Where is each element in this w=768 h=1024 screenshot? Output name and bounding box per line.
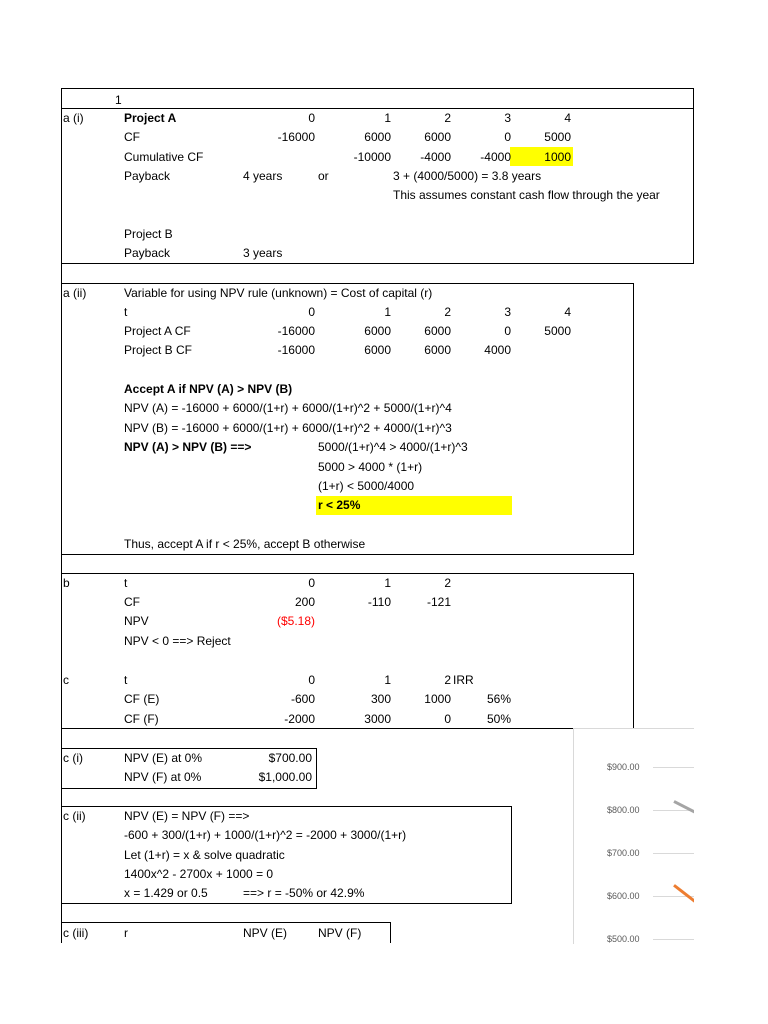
project-a-cf-label: Project A CF — [124, 324, 191, 338]
period: 0 — [308, 576, 315, 590]
npv-e-zero-value: $700.00 — [268, 751, 312, 765]
payback-label: Payback — [124, 246, 171, 260]
cumulative-value: -4000 — [420, 150, 451, 164]
npv-value: ($5.18) — [276, 614, 315, 628]
cf-e-value: -600 — [290, 692, 315, 706]
cumulative-cf-label: Cumulative CF — [124, 150, 204, 164]
payback-label: Payback — [124, 169, 171, 183]
npv-decision: NPV < 0 ==> Reject — [124, 634, 231, 648]
cf-value: 6000 — [364, 130, 391, 144]
cf-e-label: CF (E) — [124, 692, 160, 706]
a-cf-value: 5000 — [544, 324, 571, 338]
t-label: t — [124, 673, 128, 687]
or-text: or — [318, 169, 329, 183]
series-line-npv-e — [674, 801, 694, 814]
c-ii-line-2: -600 + 300/(1+r) + 1000/(1+r)^2 = -2000 + 3000/(1+r) — [124, 828, 407, 842]
t-label: t — [124, 305, 128, 319]
section-label-c-i: c (i) — [63, 751, 83, 765]
y-tick-label: $800.00 — [607, 805, 640, 815]
section-label-c: c — [63, 673, 69, 687]
c-ii-line-5-result: ==> r = -50% or 42.9% — [243, 886, 365, 900]
c-ii-line-5: x = 1.429 or 0.5 — [124, 886, 208, 900]
y-tick-label: $700.00 — [607, 848, 640, 858]
cf-label: CF — [124, 595, 140, 609]
npv-compare: NPV (A) > NPV (B) ==> — [124, 440, 252, 454]
period: 2 — [444, 673, 451, 687]
npv-f-zero-label: NPV (F) at 0% — [124, 770, 202, 784]
irr-e: 56% — [486, 692, 511, 706]
period: 1 — [384, 305, 391, 319]
conclusion: Thus, accept A if r < 25%, accept B otherwise — [124, 537, 366, 551]
project-a-title: Project A — [124, 111, 177, 125]
cf-value: -16000 — [277, 130, 315, 144]
rule — [390, 922, 391, 943]
assumption-note: This assumes constant cash flow through the year — [393, 188, 660, 202]
period: 2 — [444, 305, 451, 319]
payback-a: 4 years — [243, 169, 283, 183]
b-cf-value: 6000 — [364, 343, 391, 357]
npv-a-formula: NPV (A) = -16000 + 6000/(1+r) + 6000/(1+r)^2 + 5000/(1+r)^4 — [124, 401, 452, 415]
payback-b: 3 years — [243, 246, 283, 260]
cf-value: 0 — [504, 130, 511, 144]
period: 2 — [444, 576, 451, 590]
period: 0 — [308, 111, 315, 125]
cf-f-value: 3000 — [364, 712, 391, 726]
top-rule — [61, 88, 694, 89]
derivation-step-1: 5000/(1+r)^4 > 4000/(1+r)^3 — [318, 440, 468, 454]
y-tick-label: $500.00 — [607, 934, 640, 944]
c-ii-line-3: Let (1+r) = x & solve quadratic — [124, 848, 285, 862]
cf-value: -121 — [426, 595, 451, 609]
period: 4 — [564, 305, 571, 319]
section-label-a-i: a (i) — [63, 111, 84, 125]
variable-note: Variable for using NPV rule (unknown) = Cost of capital (r) — [124, 286, 433, 300]
r-header: r — [124, 926, 128, 940]
y-tick-label: $600.00 — [607, 891, 640, 901]
payback-formula: 3 + (4000/5000) = 3.8 years — [393, 169, 542, 183]
rule — [61, 263, 694, 264]
cf-f-value: -2000 — [284, 712, 315, 726]
npv-e-zero-label: NPV (E) at 0% — [124, 751, 203, 765]
period: 3 — [504, 111, 511, 125]
cf-value: 6000 — [424, 130, 451, 144]
section-label-c-iii: c (iii) — [63, 926, 89, 940]
npv-e-header: NPV (E) — [243, 926, 288, 940]
project-b-title: Project B — [124, 227, 173, 241]
cf-value: 5000 — [544, 130, 571, 144]
a-cf-value: 0 — [504, 324, 511, 338]
cumulative-value: -10000 — [353, 150, 391, 164]
section-label-b: b — [63, 576, 70, 590]
t-label: t — [124, 576, 128, 590]
derivation-result: r < 25% — [318, 498, 361, 512]
cf-f-value: 0 — [444, 712, 451, 726]
period: 0 — [308, 305, 315, 319]
a-cf-value: -16000 — [277, 324, 315, 338]
cf-f-label: CF (F) — [124, 712, 159, 726]
irr-label: IRR — [453, 673, 474, 687]
npv-label: NPV — [124, 614, 149, 628]
accept-rule: Accept A if NPV (A) > NPV (B) — [124, 382, 293, 396]
npv-profile-chart — [573, 728, 694, 944]
cf-value: 200 — [294, 595, 315, 609]
npv-b-formula: NPV (B) = -16000 + 6000/(1+r) + 6000/(1+r)^2 + 4000/(1+r)^3 — [124, 421, 452, 435]
period: 2 — [444, 111, 451, 125]
y-tick-label: $900.00 — [607, 762, 640, 772]
rule — [61, 922, 391, 923]
a-cf-value: 6000 — [424, 324, 451, 338]
b-cf-value: 4000 — [484, 343, 511, 357]
period: 4 — [564, 111, 571, 125]
cf-label: CF — [124, 130, 140, 144]
derivation-step-2: 5000 > 4000 * (1+r) — [318, 460, 423, 474]
cf-value: -110 — [367, 595, 391, 609]
a-cf-value: 6000 — [364, 324, 391, 338]
cf-e-value: 1000 — [424, 692, 451, 706]
rule — [633, 573, 634, 729]
cf-e-value: 300 — [370, 692, 391, 706]
period: 1 — [384, 576, 391, 590]
c-ii-line-4: 1400x^2 - 2700x + 1000 = 0 — [124, 867, 274, 881]
b-cf-value: -16000 — [277, 343, 315, 357]
period: 1 — [384, 673, 391, 687]
cumulative-value: -4000 — [480, 150, 511, 164]
chart-plot-area — [574, 729, 694, 944]
b-cf-value: 6000 — [424, 343, 451, 357]
rule — [61, 728, 573, 729]
row-number: 1 — [115, 93, 122, 107]
period: 1 — [384, 111, 391, 125]
section-label-a-ii: a (ii) — [63, 286, 87, 300]
npv-f-header: NPV (F) — [318, 926, 362, 940]
period: 3 — [504, 305, 511, 319]
npv-f-zero-value: $1,000.00 — [258, 770, 312, 784]
right-rule — [693, 88, 694, 263]
series-line-npv-f — [674, 885, 694, 904]
project-b-cf-label: Project B CF — [124, 343, 193, 357]
cumulative-value: 1000 — [544, 150, 571, 164]
c-ii-line-1: NPV (E) = NPV (F) ==> — [124, 809, 250, 823]
irr-f: 50% — [486, 712, 511, 726]
derivation-step-3: (1+r) < 5000/4000 — [318, 479, 415, 493]
section-label-c-ii: c (ii) — [63, 809, 86, 823]
rule — [61, 108, 694, 109]
period: 0 — [308, 673, 315, 687]
